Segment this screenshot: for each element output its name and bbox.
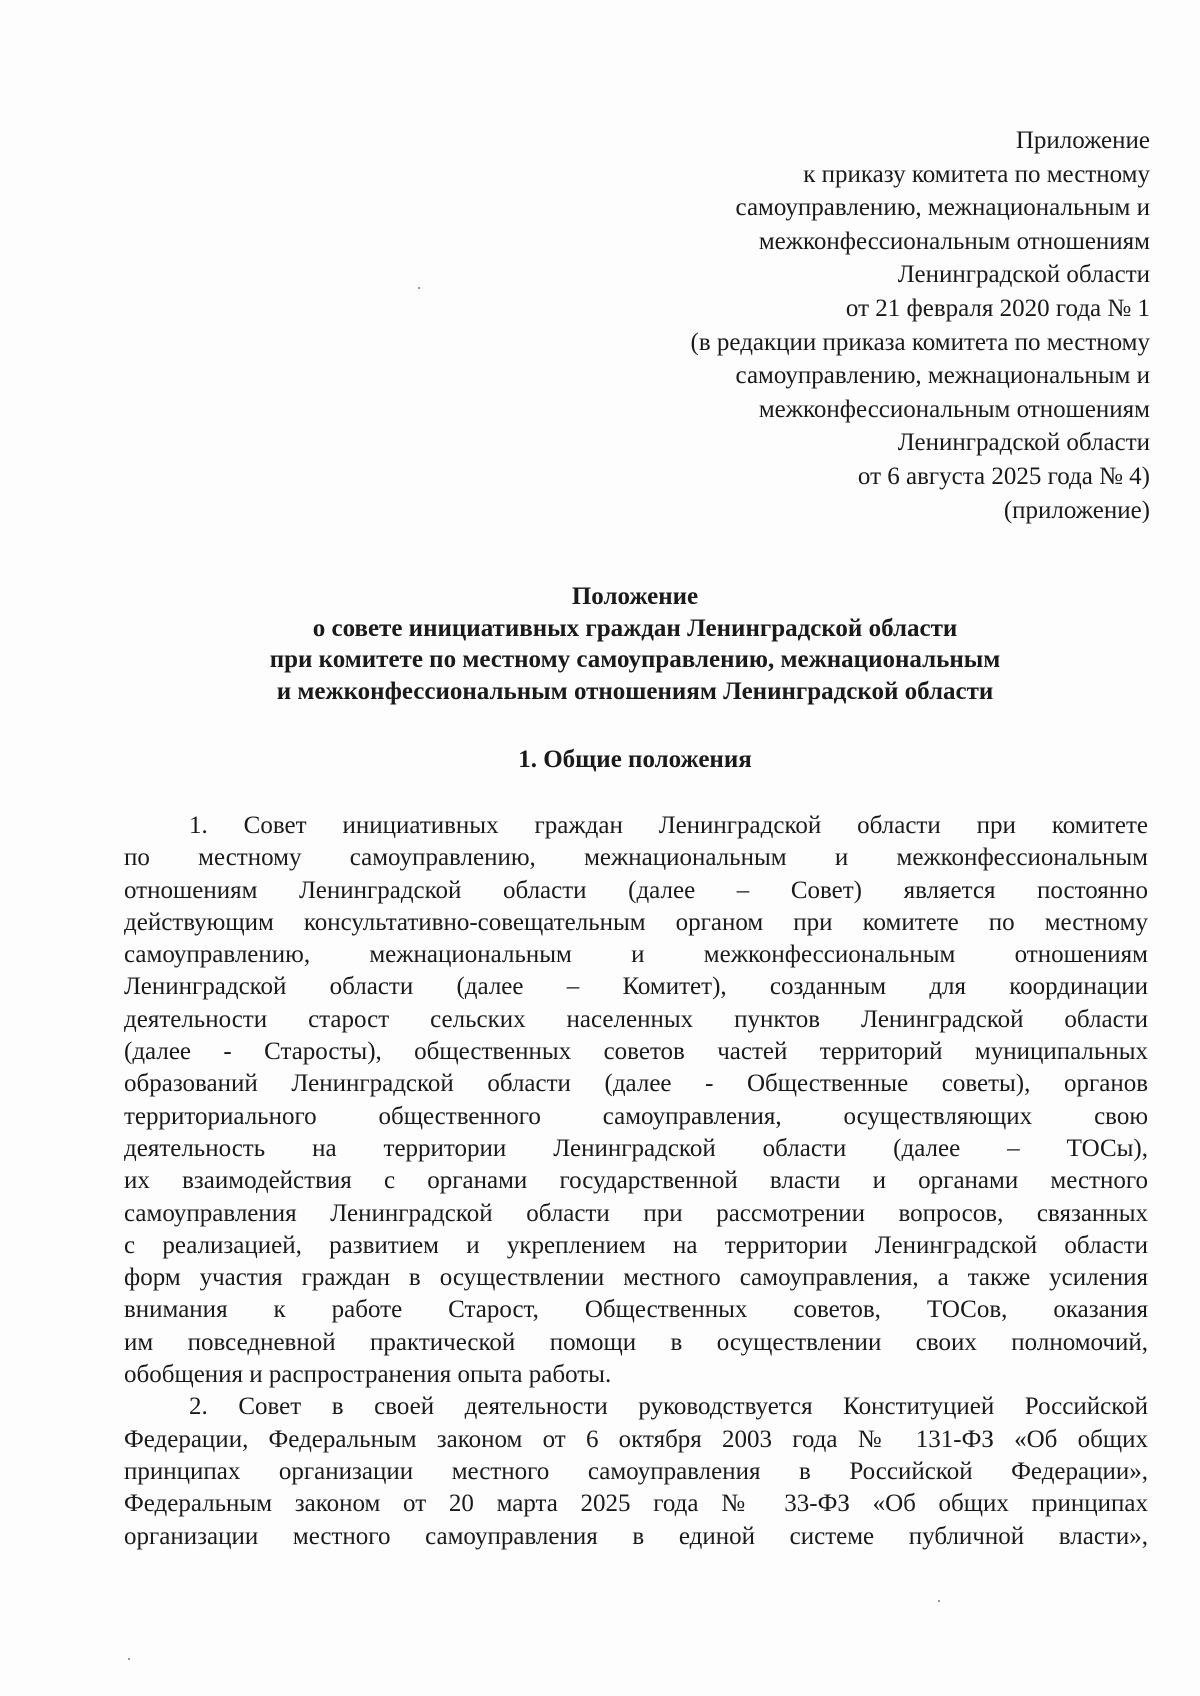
header-line: самоуправлению, межнациональным и: [735, 362, 1150, 390]
document-title: [120, 581, 1150, 707]
section-heading: 1. Общие положения: [518, 746, 752, 773]
text-line: организации местного самоуправления в единой системе публичной власти»,: [124, 1522, 1148, 1550]
text-line: им повседневной практической помощи в осуществлении своих полномочий,: [124, 1328, 1148, 1356]
header-line: (приложение): [1003, 496, 1150, 524]
title-line: о совете инициативных граждан Ленинградской области: [312, 614, 958, 642]
paragraph-1: [124, 810, 1148, 1391]
text-line: Федеральным законом от 20 марта 2025 года № 33-ФЗ «Об общих принципах: [124, 1490, 1148, 1518]
text-line: деятельности старост сельских населенных пунктов Ленинградской области: [124, 1005, 1148, 1033]
title-line: при комитете по местному самоуправлению, межнациональным: [269, 646, 1001, 673]
scan-speck: [128, 1658, 130, 1660]
paragraph-2: [124, 1391, 1148, 1552]
text-line: деятельность на территории Ленинградской области (далее – ТОСы),: [124, 1134, 1148, 1162]
text-line: их взаимодействия с органами государственной власти и органами местного: [124, 1167, 1148, 1195]
scan-speck: [418, 287, 420, 289]
header-line: Приложение: [1015, 127, 1150, 154]
header-line: (в редакции приказа комитета по местному: [690, 328, 1150, 356]
header-line: к приказу комитета по местному: [803, 160, 1150, 188]
text-line: внимания к работе Старост, Общественных советов, ТОСов, оказания: [124, 1296, 1148, 1324]
title-line: и межконфессиональным отношениям Ленинградской области: [276, 677, 994, 705]
text-line: самоуправления Ленинградской области при рассмотрении вопросов, связанных: [124, 1199, 1148, 1227]
text-line: (далее - Старосты), общественных советов частей территорий муниципальных: [124, 1038, 1148, 1066]
title-line: Положение: [571, 583, 699, 610]
header-line: межконфессиональным отношениям: [758, 395, 1150, 423]
text-line: по местному самоуправлению, межнациональным и межконфессиональным: [124, 844, 1148, 872]
text-line: с реализацией, развитием и укреплением на территории Ленинградской области: [124, 1231, 1148, 1259]
header-line: самоуправлению, межнациональным и: [735, 194, 1150, 222]
text-line: Федерации, Федеральным законом от 6 октября 2003 года № 131-ФЗ «Об общих: [124, 1425, 1148, 1453]
text-line: действующим консультативно-совещательным органом при комитете по местному: [124, 908, 1148, 936]
header-line: Ленинградской области: [897, 261, 1150, 289]
appendix-header: [550, 124, 1150, 527]
text-line: принципах организации местного самоуправления в Российской Федерации»,: [124, 1457, 1148, 1485]
text-line: образований Ленинградской области (далее - Общественные советы), органов: [124, 1070, 1148, 1098]
header-line: от 6 августа 2025 года № 4): [857, 462, 1150, 490]
body-text: [124, 810, 1148, 1553]
text-line: Ленинградской области (далее – Комитет), созданным для координации: [124, 973, 1148, 1001]
scan-speck: [938, 1600, 940, 1602]
text-line: территориального общественного самоуправления, осуществляющих свою: [124, 1102, 1148, 1130]
header-line: Ленинградской области: [897, 429, 1150, 457]
text-line: отношениям Ленинградской области (далее – Совет) является постоянно: [124, 876, 1148, 904]
text-line: форм участия граждан в осуществлении местного самоуправления, а также усиления: [124, 1264, 1148, 1292]
text-line: 1. Совет инициативных граждан Ленинградской области при комитете: [189, 812, 1148, 839]
text-line: самоуправлению, межнациональным и межконфессиональным отношениям: [124, 941, 1148, 969]
text-line: обобщения и распространения опыта работы.: [124, 1361, 612, 1389]
header-line: межконфессиональным отношениям: [758, 227, 1150, 255]
header-line: от 21 февраля 2020 года № 1: [845, 294, 1150, 322]
text-line: 2. Совет в своей деятельности руководствуется Конституцией Российской: [189, 1393, 1148, 1421]
